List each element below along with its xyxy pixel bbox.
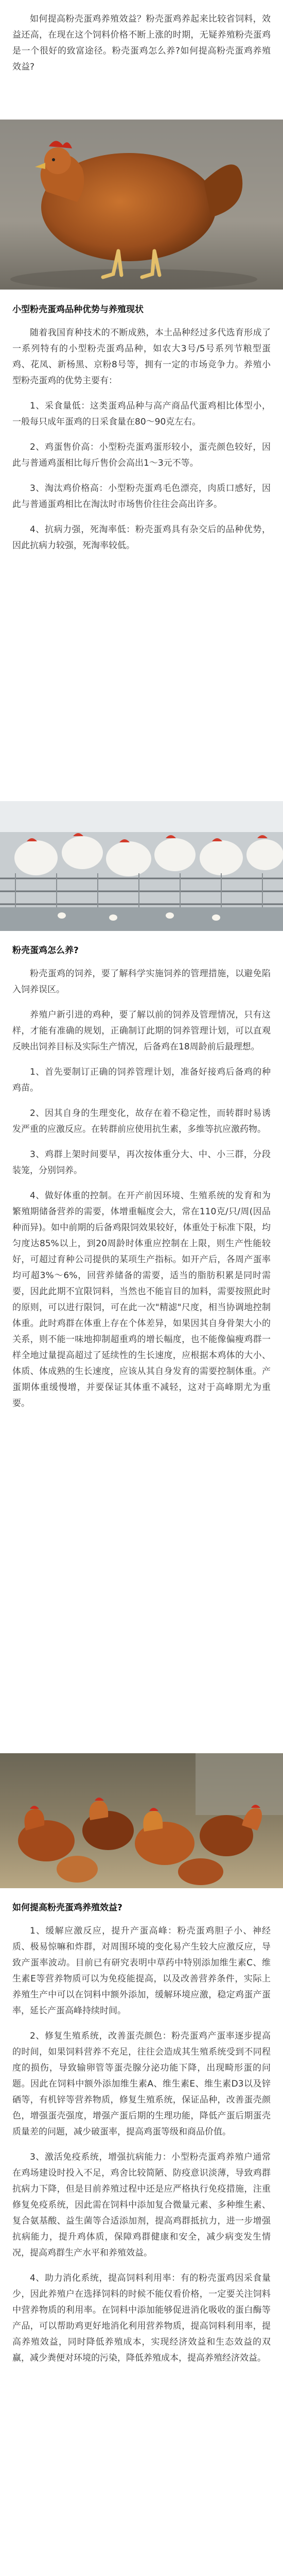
paragraph: 1、采食量低：这类蛋鸡品种与高产商品代蛋鸡相比体型小，一般每只成年蛋鸡的日采食量在80～90克左右。	[12, 401, 271, 427]
paragraph: 2、修复生殖系统，改善蛋壳颜色：粉壳蛋鸡产蛋率逐步提高的时间，如果饲料营养不充足，往往会造成其生殖系统受到不同程度的损伤，导致输卵管等蛋壳腺分泌功能下降，出现畸形蛋的问题。因此在饲料中额外添加维生素A、维生素E、维生素D3以及锌硒等，有机锌等营养物质，修复生殖系统，保证品种，改善蛋壳颜色，增强蛋壳强度，增强产蛋后期的生理功能，降低产蛋后期蛋壳质量差的问题，减少破蛋率，提高鸡蛋等级和商品价值。	[12, 2031, 271, 2137]
paragraph: 3、鸡群上架时间要早，再次按体重分大、中、小三群，分段装笼，分别饲养。	[12, 1149, 271, 1176]
section-efficiency	[12, 1900, 271, 2376]
intro	[12, 11, 271, 84]
paragraph: 随着我国育种技术的不断成熟，本土品种经过多代选育形成了一系列特有的小型粉壳蛋鸡品种，如农大3号/5号系列节粮型蛋鸡、花凤、新杨黑、京粉8号等，拥有一定的市场竞争力。养殖小型粉壳蛋鸡的优势主要有：	[12, 328, 271, 386]
section-heading: 粉壳蛋鸡怎么养?	[12, 945, 79, 956]
paragraph: 养殖户新引进的鸡种，要了解以前的饲养及管理情况，只有这样，才能有准确的规划，正确制订此期的饲养管理计划，可以直观反映出饲养目标及实际生产情况，后备鸡在18周龄前后最理想。	[12, 1010, 271, 1052]
paragraph: 1、首先要制订正确的饲养管理计划，准备好接鸡后备鸡的种鸡苗。	[12, 1067, 271, 1093]
free-range-chickens-photo	[0, 1753, 283, 1888]
section-heading: 小型粉壳蛋鸡品种优势与养殖现状	[12, 304, 144, 315]
paragraph: 3、激活免疫系统，增强抗病能力：小型粉壳蛋鸡养殖户通常在鸡场建设时投入不足，鸡舍比较简陋、防疫意识淡薄，导致鸡群抗病力下降，但是目前养殖过程中还是应严格执行免疫措施，注重修复免疫系统，因此需在饲料中添加复合微量元素、多种维生素、复合氨基酸、益生菌等合适添加剂，提高鸡群抵抗力，进一步增强抗病能力，提升鸡体质，保障鸡群健康和安全，减少病变发生情况，提高鸡群生产水平和养殖效益。	[12, 2152, 271, 2258]
paragraph: 3、淘汰鸡价格高：小型粉壳蛋鸡毛色漂亮，肉质口感好，因此与普通蛋鸡相比在淘汰时市场售价往往会高出许多。	[12, 483, 271, 510]
section-raising	[12, 943, 271, 1421]
paragraph: 1、缓解应激反应，提升产蛋高峰：粉壳蛋鸡胆子小、神经质、极易惊嘛和炸群，对周围环境的变化易产生较大应激反应，导致产蛋率波动。目前已有研究表明中草药中特别添加维生素C、维生素E等营养物质可以为免疫能提高，以及改善营养条件，实际上养殖生产中可以在饲料中额外添加，缓解环境应激，稳定鸡蛋产蛋率，延长产蛋高峰持续时间。	[12, 1926, 271, 2016]
paragraph: 4、助力消化系统，提高饲料利用率：有的粉壳蛋鸡因采食量少，因此养殖户在选择饲料的时候不能仅看价格，一定要关注饲料中营养物质的利用率。在饲料中添加能够促进消化吸收的蛋白酶等产品，可以帮助鸡更好地消化利用营养物质，提高饲料利用率，提高养殖效益，同时降低养殖成本，实现经济效益和生态效益的双赢，减少粪便对环境的污染，降低养殖成本，提高养殖经济效益。	[12, 2273, 271, 2363]
section-heading: 如何提高粉壳蛋鸡养殖效益?	[12, 1903, 122, 1913]
caged-hens-photo	[0, 801, 283, 931]
section-varieties	[12, 302, 271, 563]
paragraph: 4、抗病力强，死淘率低：粉壳蛋鸡具有杂交后的品种优势，因此抗病力较强，死淘率较低。	[12, 524, 271, 551]
paragraph: 粉壳蛋鸡的饲养，要了解科学实施饲养的管理措施，以避免陷入饲养误区。	[12, 969, 271, 995]
hen-photo	[0, 120, 283, 290]
paragraph: 4、做好体重的控制。在开产前因环境、生殖系统的发育和为繁殖期储备营养的需要，体增重幅度会大，常在110克/只/周(因品种而异)。如中前期的后备鸡限饲效果较好，体重处于标准下限，均匀度达85%以上，到20周龄时体重应控制在上限，则生产性能较好，可超过育种公司提供的某项生产指标。如开产后，各周产蛋率均可超3%～6%，回营养储备的需要，适当的脂肪积累是同时需要，因此此期不宜限饲料，当然也不能盲目的加料，需要按照此时的原则，可以进行限饲，可在此一次"精滤"尺度，相当协调地控制体重。此时鸡群在体重上存在个体差异，如果因其自身骨架大小的关系，则不能一味地抑制超重鸡的增长幅度，也不能像偏瘦鸡群一样全地过量提高超过了延续性的生长速度，应根据本鸡体的大小、体质、体成熟的生长速度，应该从其自身发育的需要控制体重。产蛋期体重缓慢增，并要保证其体重不减轻，这对于高峰期尤为重要。	[12, 1191, 271, 1409]
paragraph: 2、鸡蛋售价高：小型粉壳蛋鸡蛋形较小，蛋壳颜色较好，因此与普通鸡蛋相比每斤售价会高出1～3元不等。	[12, 442, 271, 468]
paragraph: 2、因其自身的生理变化，故存在着不稳定性，而转群时易诱发严重的应激反应。在转群前应使用抗生素，多维等抗应激药物。	[12, 1108, 271, 1134]
intro-paragraph: 如何提高粉壳蛋鸡养殖效益？粉壳蛋鸡养起来比较省饲料，效益还高，在现在这个饲料价格不断上涨的时期，无疑养殖粉壳蛋鸡是一个很好的致富途径。粉壳蛋鸡怎么养?如何提高粉壳蛋鸡养殖效益?	[12, 14, 271, 72]
